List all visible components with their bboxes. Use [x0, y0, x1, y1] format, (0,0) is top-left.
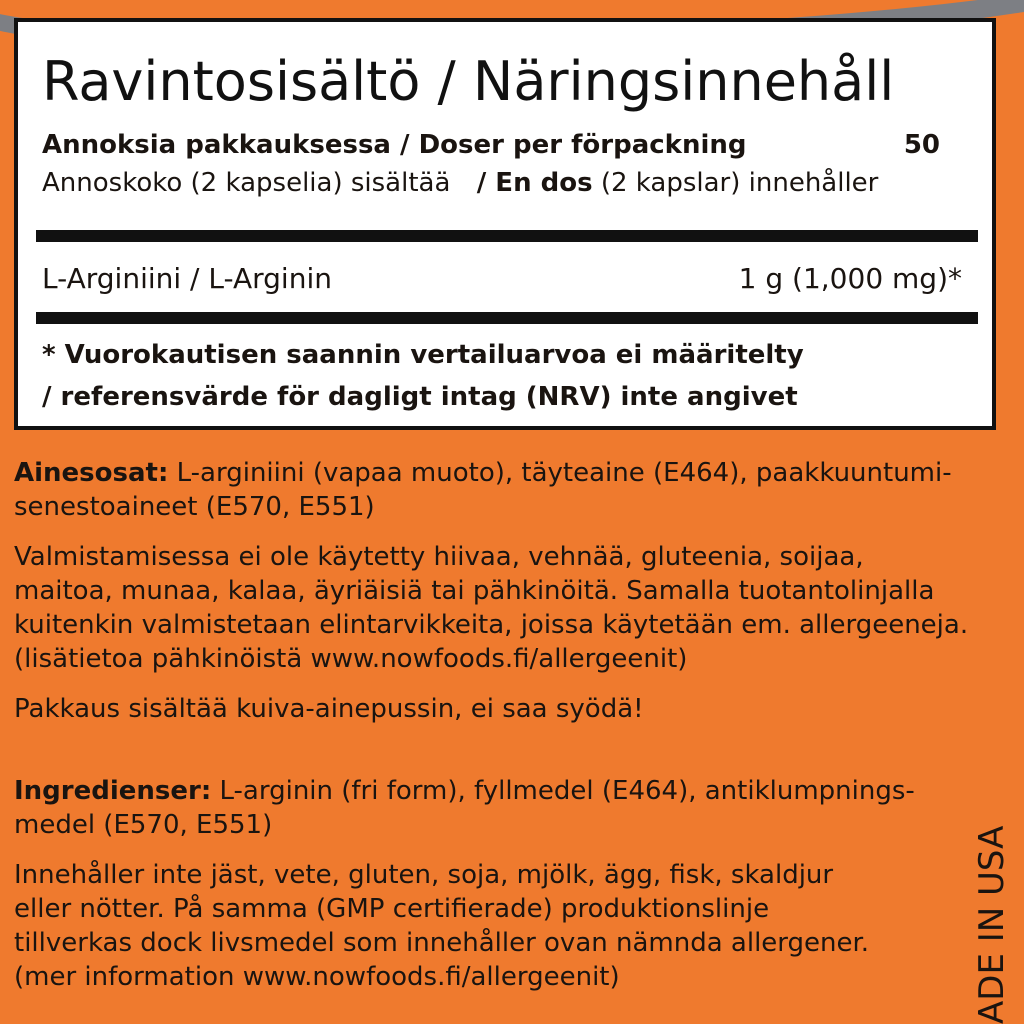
- allergens-sv-line-4: (mer information www.nowfoods.fi/allergeenit): [14, 962, 620, 992]
- allergens-sv-line-3: tillverkas dock livsmedel som innehåller ovan nämnda allergener.: [14, 928, 870, 958]
- footnote-line-2: / referensvärde för dagligt intag (NRV) inte angivet: [42, 382, 798, 412]
- ingredients-fi-text-2: senestoaineet (E570, E551): [14, 492, 375, 522]
- servings-per-package: [42, 130, 962, 160]
- ingredients-sv-text-2: medel (E570, E551): [14, 810, 273, 840]
- ingredients-fi: [14, 456, 974, 524]
- servings-value: 50: [903, 130, 940, 160]
- allergens-fi-line-2: maitoa, munaa, kalaa, äyriäisiä tai pähkinöitä. Samalla tuotantolinjalla: [14, 576, 935, 606]
- footnote-line-1: * Vuorokautisen saannin vertailuarvoa ei määritelty: [42, 340, 804, 370]
- ingredients-fi-label: Ainesosat:: [14, 458, 169, 488]
- divider-thick-top: [36, 230, 978, 242]
- serving-size-sv-rest: (2 kapslar) innehåller: [592, 168, 879, 198]
- serving-size: [42, 168, 962, 198]
- desiccant-warning: Pakkaus sisältää kuiva-ainepussin, ei saa syödä!: [14, 694, 644, 724]
- nutrient-name: L-Arginiini / L-Arginin: [42, 262, 332, 295]
- panel-title: Ravintosisältö / Näringsinnehåll: [42, 50, 895, 113]
- ingredients-section: [14, 456, 974, 1010]
- allergens-fi: [14, 540, 974, 676]
- made-in-usa-text: ADE IN USA: [972, 825, 1012, 1024]
- allergens-fi-line-3: kuitenkin valmistetaan elintarvikkeita, joissa käytetään em. allergeeneja.: [14, 610, 969, 640]
- divider-thick-bottom: [36, 312, 978, 324]
- allergens-fi-line-4: (lisätietoa pähkinöistä www.nowfoods.fi/allergeenit): [14, 644, 688, 674]
- allergens-sv: [14, 858, 974, 994]
- ingredients-sv: [14, 774, 974, 842]
- nutrition-facts-panel: [14, 18, 996, 430]
- ingredients-fi-text-1: L-arginiini (vapaa muoto), täyteaine (E464), paakkuuntumi-: [168, 458, 952, 488]
- servings-label: Annoksia pakkauksessa / Doser per förpackning: [42, 130, 747, 160]
- ingredients-sv-label: Ingredienser:: [14, 776, 212, 806]
- serving-size-fi: Annoskoko (2 kapselia) sisältää: [42, 168, 451, 198]
- allergens-sv-line-1: Innehåller inte jäst, vete, gluten, soja, mjölk, ägg, fisk, skaldjur: [14, 860, 834, 890]
- allergens-fi-line-1: Valmistamisessa ei ole käytetty hiivaa, vehnää, gluteenia, soijaa,: [14, 542, 864, 572]
- nutrient-amount: 1 g (1,000 mg)*: [738, 262, 962, 295]
- serving-size-sv: / En dos: [458, 168, 593, 198]
- nutrient-row: [42, 262, 962, 295]
- ingredients-sv-text-1: L-arginin (fri form), fyllmedel (E464), antiklumpnings-: [211, 776, 915, 806]
- allergens-sv-line-2: eller nötter. På samma (GMP certifierade) produktionslinje: [14, 894, 770, 924]
